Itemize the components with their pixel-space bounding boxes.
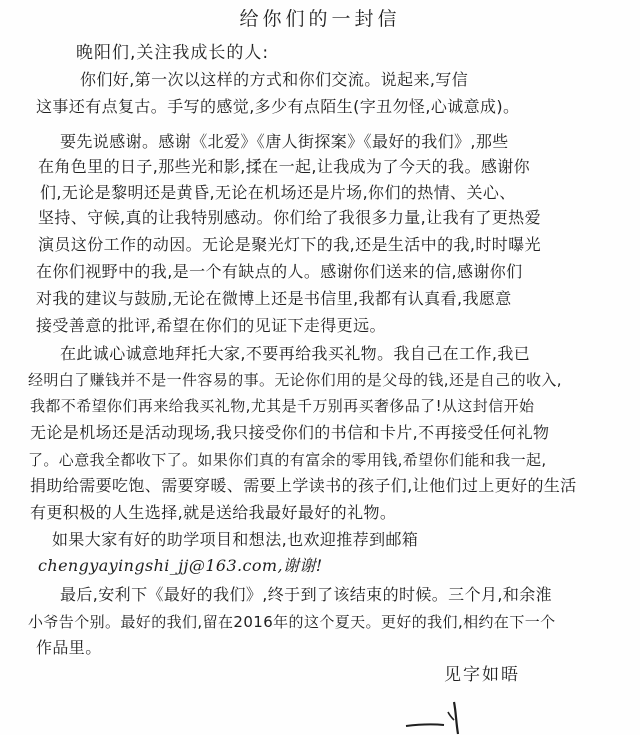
letter-line: 在此诚心诚意地拜托大家,不要再给我买礼物。我自己在工作,我已 <box>60 344 531 363</box>
letter-line: 我都不希望你们再来给我买礼物,尤其是千万别再买奢侈品了!从这封信开始 <box>30 397 535 415</box>
letter-line: 经明白了赚钱并不是一件容易的事。无论你们用的是父母的钱,还是自己的收入, <box>28 371 562 389</box>
letter-line: 坚持、守候,真的让我特别感动。你们给了我很多力量,让我有了更热爱 <box>38 208 541 227</box>
letter-line: 在你们视野中的我,是一个有缺点的人。感谢你们送来的信,感谢你们 <box>36 262 523 281</box>
letter-line: 在角色里的日子,那些光和影,揉在一起,让我成为了今天的我。感谢你 <box>38 157 531 176</box>
letter-line: 作品里。 <box>36 638 102 657</box>
letter-title: 给你们的一封信 <box>239 8 401 30</box>
letter-line: 接受善意的批评,希望在你们的见证下走得更远。 <box>36 316 386 335</box>
letter-line: 如果大家有好的助学项目和想法,也欢迎推荐到邮箱 <box>52 530 419 549</box>
letter-line: 无论是机场还是活动现场,我只接受你们的书信和卡片,不再接受任何礼物 <box>30 423 550 442</box>
letter-line: 了。心意我全都收下了。如果你们真的有富余的零用钱,希望你们能和我一起, <box>28 451 547 469</box>
letter-line: 要先说感谢。感谢《北爱》《唐人街探案》《最好的我们》,那些 <box>60 132 509 151</box>
email-line: chengyayingshi_jj@163.com,谢谢! <box>38 556 323 575</box>
letter-line: 演员这份工作的动因。无论是聚光灯下的我,还是生活中的我,时时曝光 <box>38 235 541 254</box>
letter-line: 捐助给需要吃饱、需要穿暖、需要上学读书的孩子们,让他们过上更好的生活 <box>30 476 577 495</box>
letter-line: 你们好,第一次以这样的方式和你们交流。说起来,写信 <box>80 70 469 89</box>
letter-closing: 见字如晤 <box>444 665 520 685</box>
letter-line: 对我的建议与鼓励,无论在微博上还是书信里,我都有认真看,我愿意 <box>36 289 512 308</box>
letter-line: 们,无论是黎明还是黄昏,无论在机场还是片场,你们的热情、关心、 <box>40 183 516 202</box>
letter-line: 有更积极的人生选择,就是送给我最好最好的礼物。 <box>30 503 397 522</box>
letter-line: 小爷告个别。最好的我们,留在2016年的这个夏天。更好的我们,相约在下一个 <box>28 613 556 631</box>
letter-line: 这事还有点复古。手写的感觉,多少有点陌生(字丑勿怪,心诚意成)。 <box>36 97 520 116</box>
letter-line: 最后,安利下《最好的我们》,终于到了该结束的时候。三个月,和余淮 <box>60 585 553 604</box>
letter-greeting: 晚阳们,关注我成长的人: <box>76 43 270 63</box>
signature-mark <box>400 700 490 735</box>
